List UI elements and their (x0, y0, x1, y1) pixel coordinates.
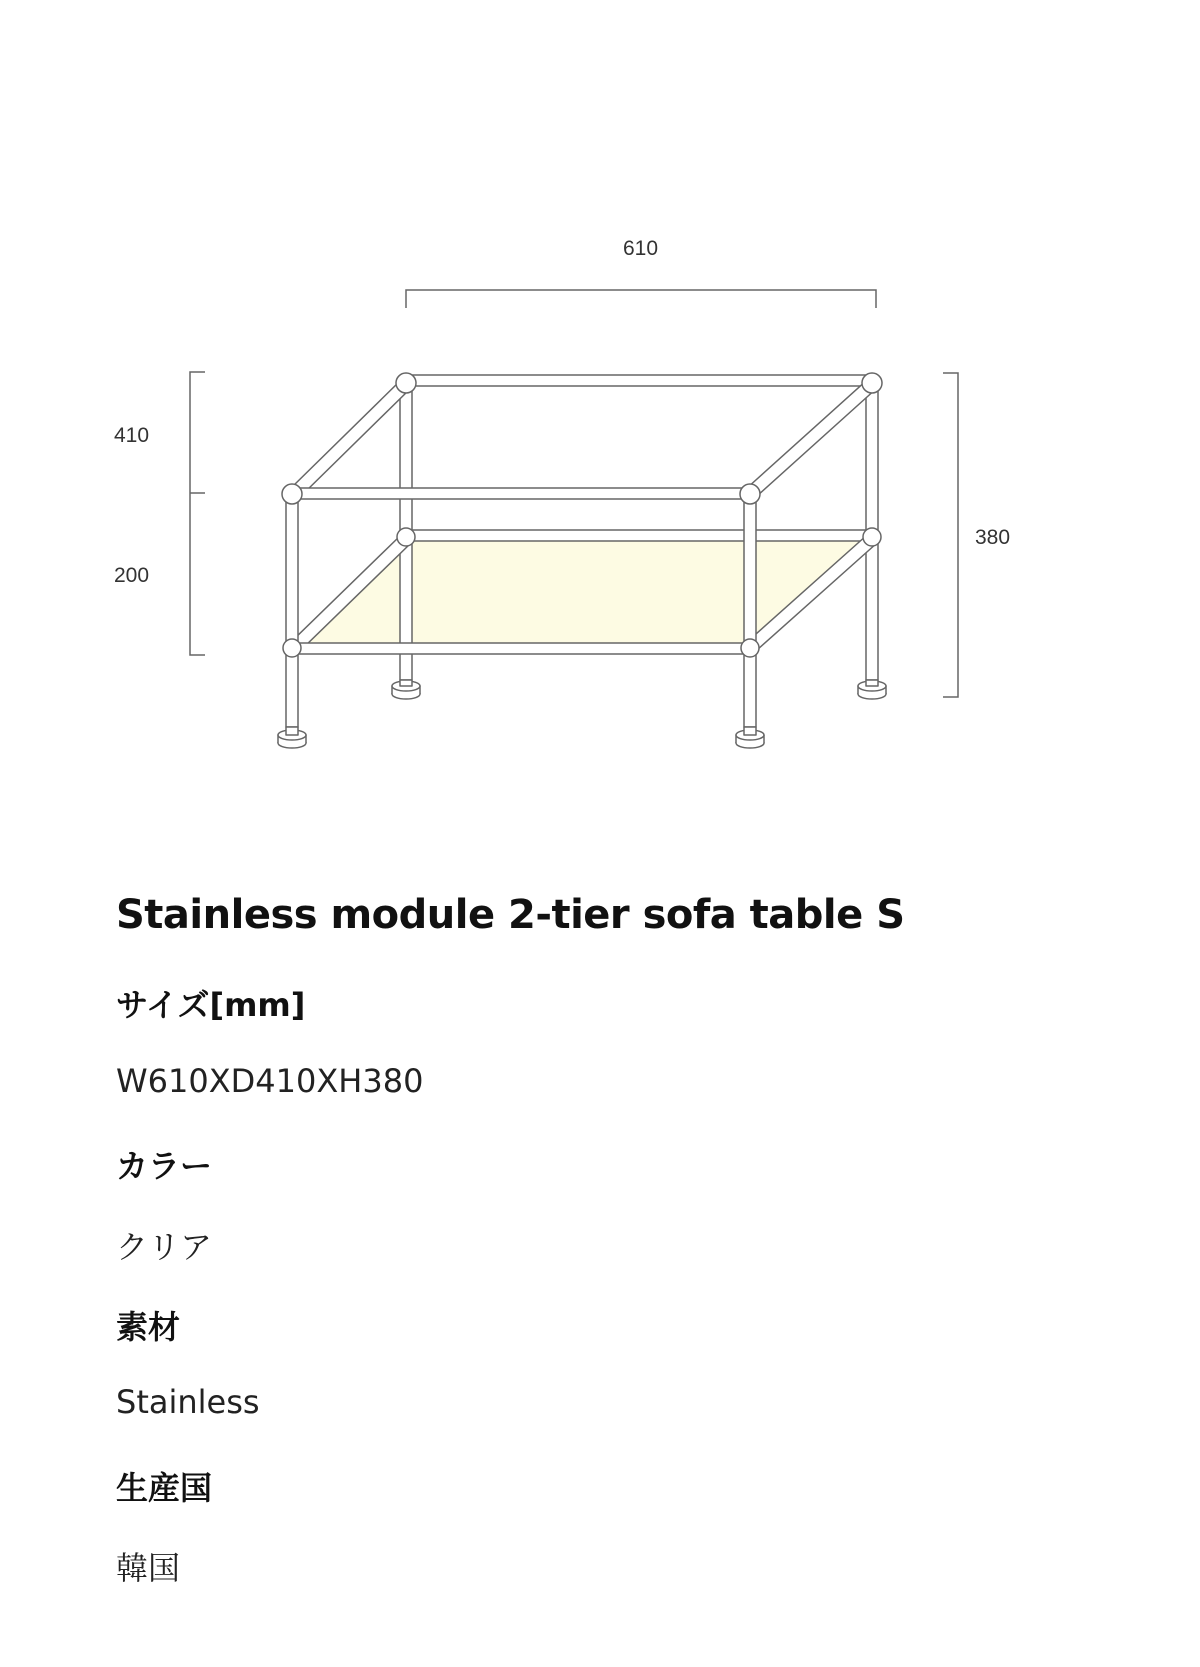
front-left-leg (286, 492, 298, 727)
origin-label: 生産国 (116, 1469, 213, 1507)
left-top-side-rail (291, 380, 411, 496)
back-right-shelf-joint (863, 528, 881, 546)
color-value: クリア (116, 1228, 213, 1266)
width-dimension-bracket (406, 290, 876, 308)
back-left-foot (392, 680, 420, 699)
back-right-foot (858, 680, 886, 699)
front-right-shelf-joint (741, 639, 759, 657)
back-left-top-joint (396, 373, 416, 393)
color-label: カラー (116, 1147, 213, 1185)
back-left-shelf-joint (397, 528, 415, 546)
width-dimension-label: 610 (623, 237, 659, 260)
front-right-top-joint (740, 484, 760, 504)
total-height-dimension-label: 380 (975, 526, 1011, 549)
back-right-top-joint (862, 373, 882, 393)
material-value: Stainless (116, 1383, 260, 1421)
right-top-side-rail (747, 380, 877, 496)
material-label: 素材 (116, 1308, 181, 1346)
front-right-foot (736, 727, 764, 748)
right-dimension-bracket (943, 373, 958, 697)
front-left-top-joint (282, 484, 302, 504)
front-shelf-rail (292, 643, 750, 654)
size-label: サイズ[mm] (116, 986, 306, 1024)
table-line-drawing (0, 0, 1200, 800)
front-top-rail (292, 488, 750, 499)
depth-dimension-label: 410 (114, 424, 150, 447)
left-dimension-bracket (190, 372, 205, 655)
front-right-leg (744, 492, 756, 727)
origin-value: 韓国 (116, 1549, 181, 1587)
shelf-height-dimension-label: 200 (114, 564, 150, 587)
product-dimension-diagram (0, 0, 1200, 800)
front-left-shelf-joint (283, 639, 301, 657)
size-value: W610XD410XH380 (116, 1062, 424, 1100)
product-title: Stainless module 2-tier sofa table S (116, 892, 905, 938)
back-top-rail (406, 375, 872, 386)
front-left-foot (278, 727, 306, 748)
back-shelf-rail (406, 530, 872, 541)
